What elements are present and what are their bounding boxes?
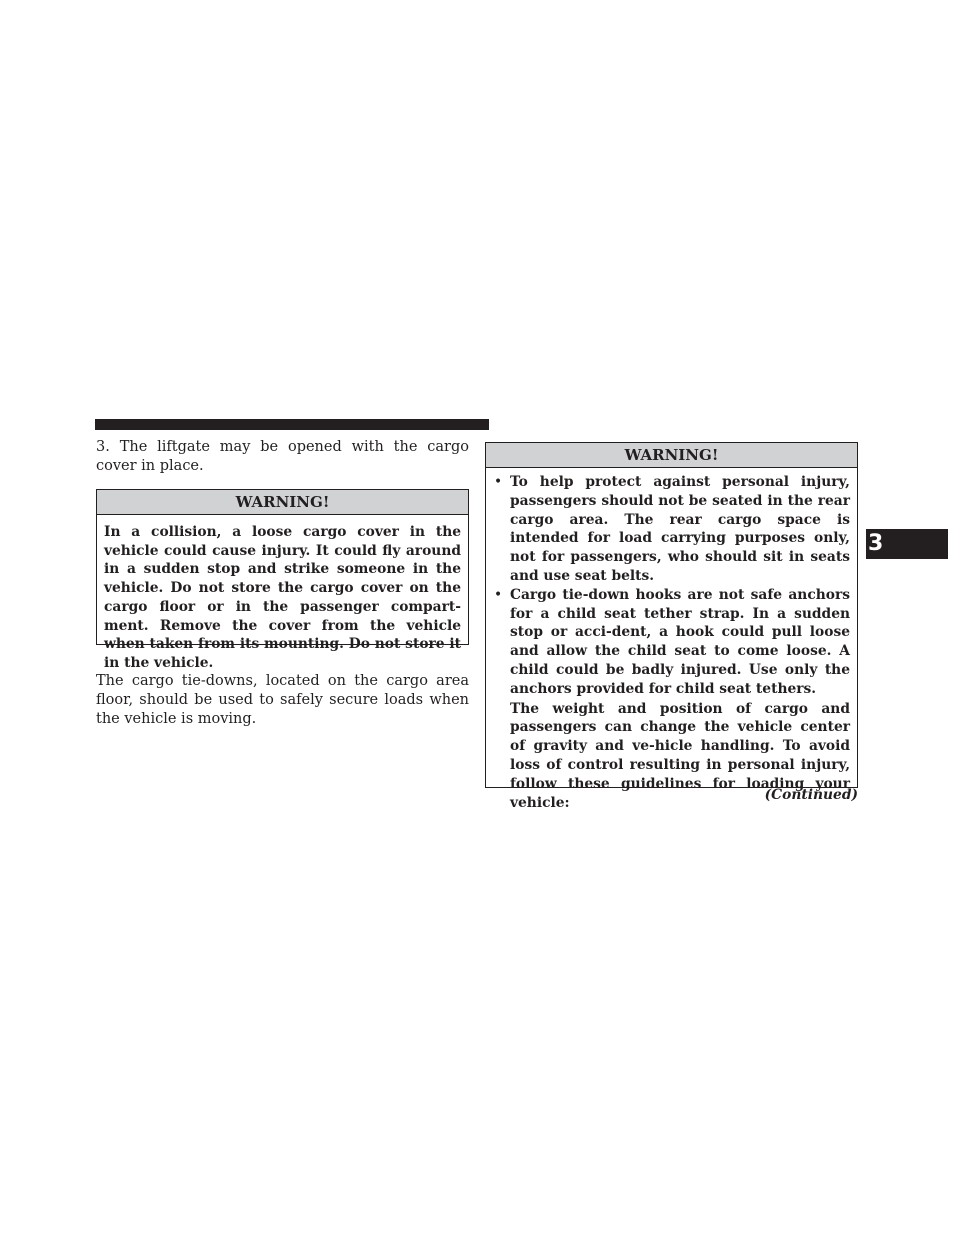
- bullet-icon: •: [494, 474, 503, 490]
- tie-downs-paragraph: The cargo tie-downs, located on the cargo area floor, should be used to safely secure loads when the vehicle is moving.: [96, 673, 469, 727]
- warning-title: WARNING!: [486, 443, 857, 468]
- cargo-cover-warning-box: [96, 489, 469, 671]
- warning-bullet-item: [493, 473, 850, 586]
- continued-label: (Continued): [764, 787, 858, 803]
- chapter-tab: 3: [866, 529, 948, 559]
- warning-body-text: In a collision, a loose cargo cover in the vehicle could cause injury. It could fly around in a sudden stop and strike someone in the vehicle. Do not store the cargo cover on the cargo floor or in the passenger compart-ment. Remove the cover from the vehicle when taken from its mounting. Do not store it in the vehicle.: [104, 524, 461, 671]
- warning-bullet-item: [493, 586, 850, 699]
- warning-bullet-text: Cargo tie-down hooks are not safe anchors for a child seat tether strap. In a sudden stop or acci-dent, a hook could pull loose and allow the child seat to come loose. A child could be badly injured. Use only the anchors provided for child seat tethers.: [510, 586, 850, 697]
- section-header-rule: [95, 419, 489, 430]
- liftgate-paragraph: 3. The liftgate may be opened with the cargo cover in place.: [96, 439, 469, 474]
- bullet-icon: •: [494, 586, 503, 603]
- warning-bullet-text: To help protect against personal injury, passengers should not be seated in the rear cargo area. The rear cargo space is intended for load carrying purposes only, not for passengers, who should sit in seats and use seat belts.: [510, 474, 850, 584]
- warning-bullet-list: [486, 468, 857, 812]
- warning-continuation-text: The weight and position of cargo and passengers can change the vehicle center of gravity and ve-hicle handling. To avoid loss of control resulting in personal injury, follow these guidelines for loading your vehicle:: [510, 700, 850, 811]
- warning-title: WARNING!: [97, 490, 468, 515]
